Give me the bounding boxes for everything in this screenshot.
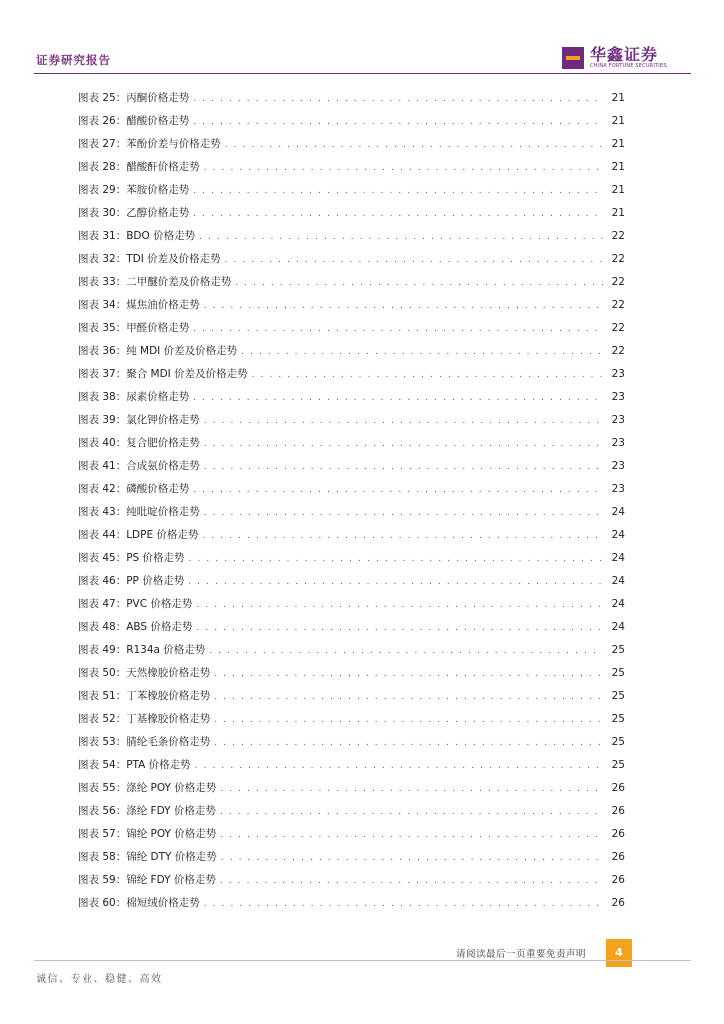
footer-divider <box>34 960 691 961</box>
toc-leader-dots <box>214 667 603 681</box>
toc-entry[interactable] <box>78 735 625 758</box>
toc-entry[interactable] <box>78 160 625 183</box>
toc-entry-label: 图表 27：苯酚价差与价格走势 <box>78 138 221 150</box>
toc-leader-dots <box>189 552 603 566</box>
toc-leader-dots <box>214 713 603 727</box>
toc-entry-page: 26 <box>611 897 625 909</box>
toc-entry-label: 图表 36：纯 MDI 价差及价格走势 <box>78 345 238 357</box>
logo-text-en: CHINA FORTUNE SECURITIES <box>590 63 667 69</box>
toc-entry-page: 21 <box>611 115 625 127</box>
toc-leader-dots <box>196 598 603 612</box>
logo-text-cn: 华鑫证券 <box>590 45 659 64</box>
toc-leader-dots <box>204 460 603 474</box>
toc-entry-page: 23 <box>611 460 625 472</box>
toc-entry-label: 图表 29：苯胺价格走势 <box>78 184 190 196</box>
toc-entry-label: 图表 41：合成氨价格走势 <box>78 460 200 472</box>
toc-entry[interactable] <box>78 712 625 735</box>
toc-entry[interactable] <box>78 137 625 160</box>
toc-entry[interactable] <box>78 827 625 850</box>
toc-leader-dots <box>193 207 603 221</box>
toc-entry[interactable] <box>78 597 625 620</box>
toc-leader-dots <box>225 138 603 152</box>
toc-entry-page: 23 <box>611 437 625 449</box>
toc-entry[interactable] <box>78 436 625 459</box>
toc-entry-page: 26 <box>611 874 625 886</box>
toc-entry[interactable] <box>78 666 625 689</box>
logo-mark-icon <box>562 47 584 69</box>
toc-entry-label: 图表 35：甲醛价格走势 <box>78 322 190 334</box>
toc-entry-page: 24 <box>611 598 625 610</box>
toc-entry-page: 21 <box>611 207 625 219</box>
toc-entry[interactable] <box>78 413 625 436</box>
toc-entry[interactable] <box>78 804 625 827</box>
toc-entry-page: 22 <box>611 230 625 242</box>
toc-entry-page: 22 <box>611 322 625 334</box>
toc-entry-page: 21 <box>611 161 625 173</box>
toc-entry-page: 26 <box>611 782 625 794</box>
toc-entry-label: 图表 50：天然橡胶价格走势 <box>78 667 211 679</box>
toc-entry-page: 25 <box>611 667 625 679</box>
toc-entry-page: 25 <box>611 690 625 702</box>
toc-entry-page: 24 <box>611 529 625 541</box>
toc-leader-dots <box>193 115 603 129</box>
toc-entry-label: 图表 57：锦纶 POY 价格走势 <box>78 828 217 840</box>
toc-entry-label: 图表 37：聚合 MDI 价差及价格走势 <box>78 368 248 380</box>
toc-entry[interactable] <box>78 459 625 482</box>
toc-leader-dots <box>193 391 603 405</box>
toc-leader-dots <box>199 230 603 244</box>
toc-entry[interactable] <box>78 229 625 252</box>
disclaimer-note: 请阅读最后一页重要免责声明 <box>456 949 587 960</box>
toc-entry-label: 图表 56：涤纶 FDY 价格走势 <box>78 805 216 817</box>
toc-leader-dots <box>209 644 603 658</box>
toc-entry-page: 21 <box>611 138 625 150</box>
toc-leader-dots <box>188 575 603 589</box>
figure-index-list <box>78 91 625 919</box>
toc-entry[interactable] <box>78 390 625 413</box>
toc-entry[interactable] <box>78 114 625 137</box>
toc-leader-dots <box>196 621 603 635</box>
toc-entry-page: 25 <box>611 736 625 748</box>
toc-leader-dots <box>204 299 603 313</box>
toc-leader-dots <box>214 690 603 704</box>
toc-entry-label: 图表 38：尿素价格走势 <box>78 391 190 403</box>
toc-entry-page: 23 <box>611 483 625 495</box>
toc-leader-dots <box>202 529 603 543</box>
toc-entry-label: 图表 26：醋酸价格走势 <box>78 115 190 127</box>
toc-entry-label: 图表 33：二甲醚价差及价格走势 <box>78 276 232 288</box>
toc-entry-label: 图表 39：氯化钾价格走势 <box>78 414 200 426</box>
toc-entry-page: 21 <box>611 184 625 196</box>
toc-entry-page: 22 <box>611 253 625 265</box>
header-divider <box>34 73 691 74</box>
toc-entry-page: 26 <box>611 805 625 817</box>
toc-entry[interactable] <box>78 850 625 873</box>
toc-leader-dots <box>195 759 603 773</box>
toc-entry-label: 图表 55：涤纶 POY 价格走势 <box>78 782 217 794</box>
toc-leader-dots <box>252 368 603 382</box>
toc-leader-dots <box>220 874 603 888</box>
toc-entry-page: 24 <box>611 506 625 518</box>
toc-entry-page: 23 <box>611 391 625 403</box>
toc-entry[interactable] <box>78 873 625 896</box>
toc-entry[interactable] <box>78 367 625 390</box>
toc-entry-label: 图表 44：LDPE 价格走势 <box>78 529 199 541</box>
toc-entry[interactable] <box>78 275 625 298</box>
toc-entry-page: 25 <box>611 759 625 771</box>
toc-entry[interactable] <box>78 505 625 528</box>
toc-entry[interactable] <box>78 574 625 597</box>
toc-leader-dots <box>204 414 603 428</box>
company-logo <box>562 44 692 74</box>
toc-entry[interactable] <box>78 896 625 919</box>
toc-entry-label: 图表 28：醋酸酐价格走势 <box>78 161 200 173</box>
toc-leader-dots <box>214 736 603 750</box>
toc-entry[interactable] <box>78 620 625 643</box>
toc-entry-page: 23 <box>611 368 625 380</box>
toc-leader-dots <box>204 506 603 520</box>
toc-entry-label: 图表 43：纯吡啶价格走势 <box>78 506 200 518</box>
toc-entry-label: 图表 45：PS 价格走势 <box>78 552 185 564</box>
toc-entry-label: 图表 25：丙酮价格走势 <box>78 92 190 104</box>
toc-entry[interactable] <box>78 298 625 321</box>
toc-entry[interactable] <box>78 643 625 666</box>
toc-entry-page: 24 <box>611 575 625 587</box>
toc-leader-dots <box>193 322 603 336</box>
toc-entry-page: 26 <box>611 828 625 840</box>
toc-entry[interactable] <box>78 781 625 804</box>
toc-entry-page: 22 <box>611 345 625 357</box>
toc-entry-page: 25 <box>611 644 625 656</box>
toc-entry-label: 图表 54：PTA 价格走势 <box>78 759 191 771</box>
toc-entry-page: 24 <box>611 552 625 564</box>
toc-entry[interactable] <box>78 689 625 712</box>
toc-entry-label: 图表 58：锦纶 DTY 价格走势 <box>78 851 217 863</box>
toc-leader-dots <box>220 782 603 796</box>
toc-leader-dots <box>204 897 603 911</box>
toc-leader-dots <box>221 851 603 865</box>
toc-entry-label: 图表 42：磷酸价格走势 <box>78 483 190 495</box>
toc-leader-dots <box>193 184 603 198</box>
toc-entry-label: 图表 52：丁基橡胶价格走势 <box>78 713 211 725</box>
toc-entry[interactable] <box>78 344 625 367</box>
toc-leader-dots <box>204 437 603 451</box>
toc-entry-label: 图表 32：TDI 价差及价格走势 <box>78 253 221 265</box>
toc-entry-page: 25 <box>611 713 625 725</box>
toc-entry[interactable] <box>78 252 625 275</box>
toc-entry[interactable] <box>78 321 625 344</box>
toc-leader-dots <box>220 828 603 842</box>
toc-leader-dots <box>235 276 603 290</box>
toc-entry[interactable] <box>78 482 625 505</box>
toc-entry-label: 图表 46：PP 价格走势 <box>78 575 185 587</box>
toc-leader-dots <box>220 805 603 819</box>
toc-entry-label: 图表 53：腈纶毛条价格走势 <box>78 736 211 748</box>
toc-entry[interactable] <box>78 91 625 114</box>
toc-entry[interactable] <box>78 758 625 781</box>
toc-leader-dots <box>225 253 603 267</box>
toc-leader-dots <box>241 345 603 359</box>
toc-entry-page: 23 <box>611 414 625 426</box>
toc-entry-label: 图表 49：R134a 价格走势 <box>78 644 206 656</box>
footer-slogan: 诚信、专业、稳健、高效 <box>36 974 163 985</box>
toc-entry-label: 图表 31：BDO 价格走势 <box>78 230 196 242</box>
toc-entry-page: 22 <box>611 276 625 288</box>
toc-entry[interactable] <box>78 183 625 206</box>
toc-entry-label: 图表 59：锦纶 FDY 价格走势 <box>78 874 216 886</box>
toc-entry[interactable] <box>78 206 625 229</box>
toc-entry-page: 24 <box>611 621 625 633</box>
toc-entry-label: 图表 40：复合肥价格走势 <box>78 437 200 449</box>
toc-entry[interactable] <box>78 528 625 551</box>
toc-entry-label: 图表 47：PVC 价格走势 <box>78 598 193 610</box>
page-number: 4 <box>606 939 632 967</box>
toc-leader-dots <box>193 92 603 106</box>
toc-entry[interactable] <box>78 551 625 574</box>
toc-entry-label: 图表 48：ABS 价格走势 <box>78 621 193 633</box>
toc-leader-dots <box>204 161 603 175</box>
toc-entry-page: 26 <box>611 851 625 863</box>
toc-entry-label: 图表 30：乙醇价格走势 <box>78 207 190 219</box>
toc-entry-page: 21 <box>611 92 625 104</box>
toc-entry-page: 22 <box>611 299 625 311</box>
toc-entry-label: 图表 60：棉短绒价格走势 <box>78 897 200 909</box>
toc-leader-dots <box>193 483 603 497</box>
toc-entry-label: 图表 51：丁苯橡胶价格走势 <box>78 690 211 702</box>
toc-entry-label: 图表 34：煤焦油价格走势 <box>78 299 200 311</box>
report-type-title: 证券研究报告 <box>36 53 111 67</box>
